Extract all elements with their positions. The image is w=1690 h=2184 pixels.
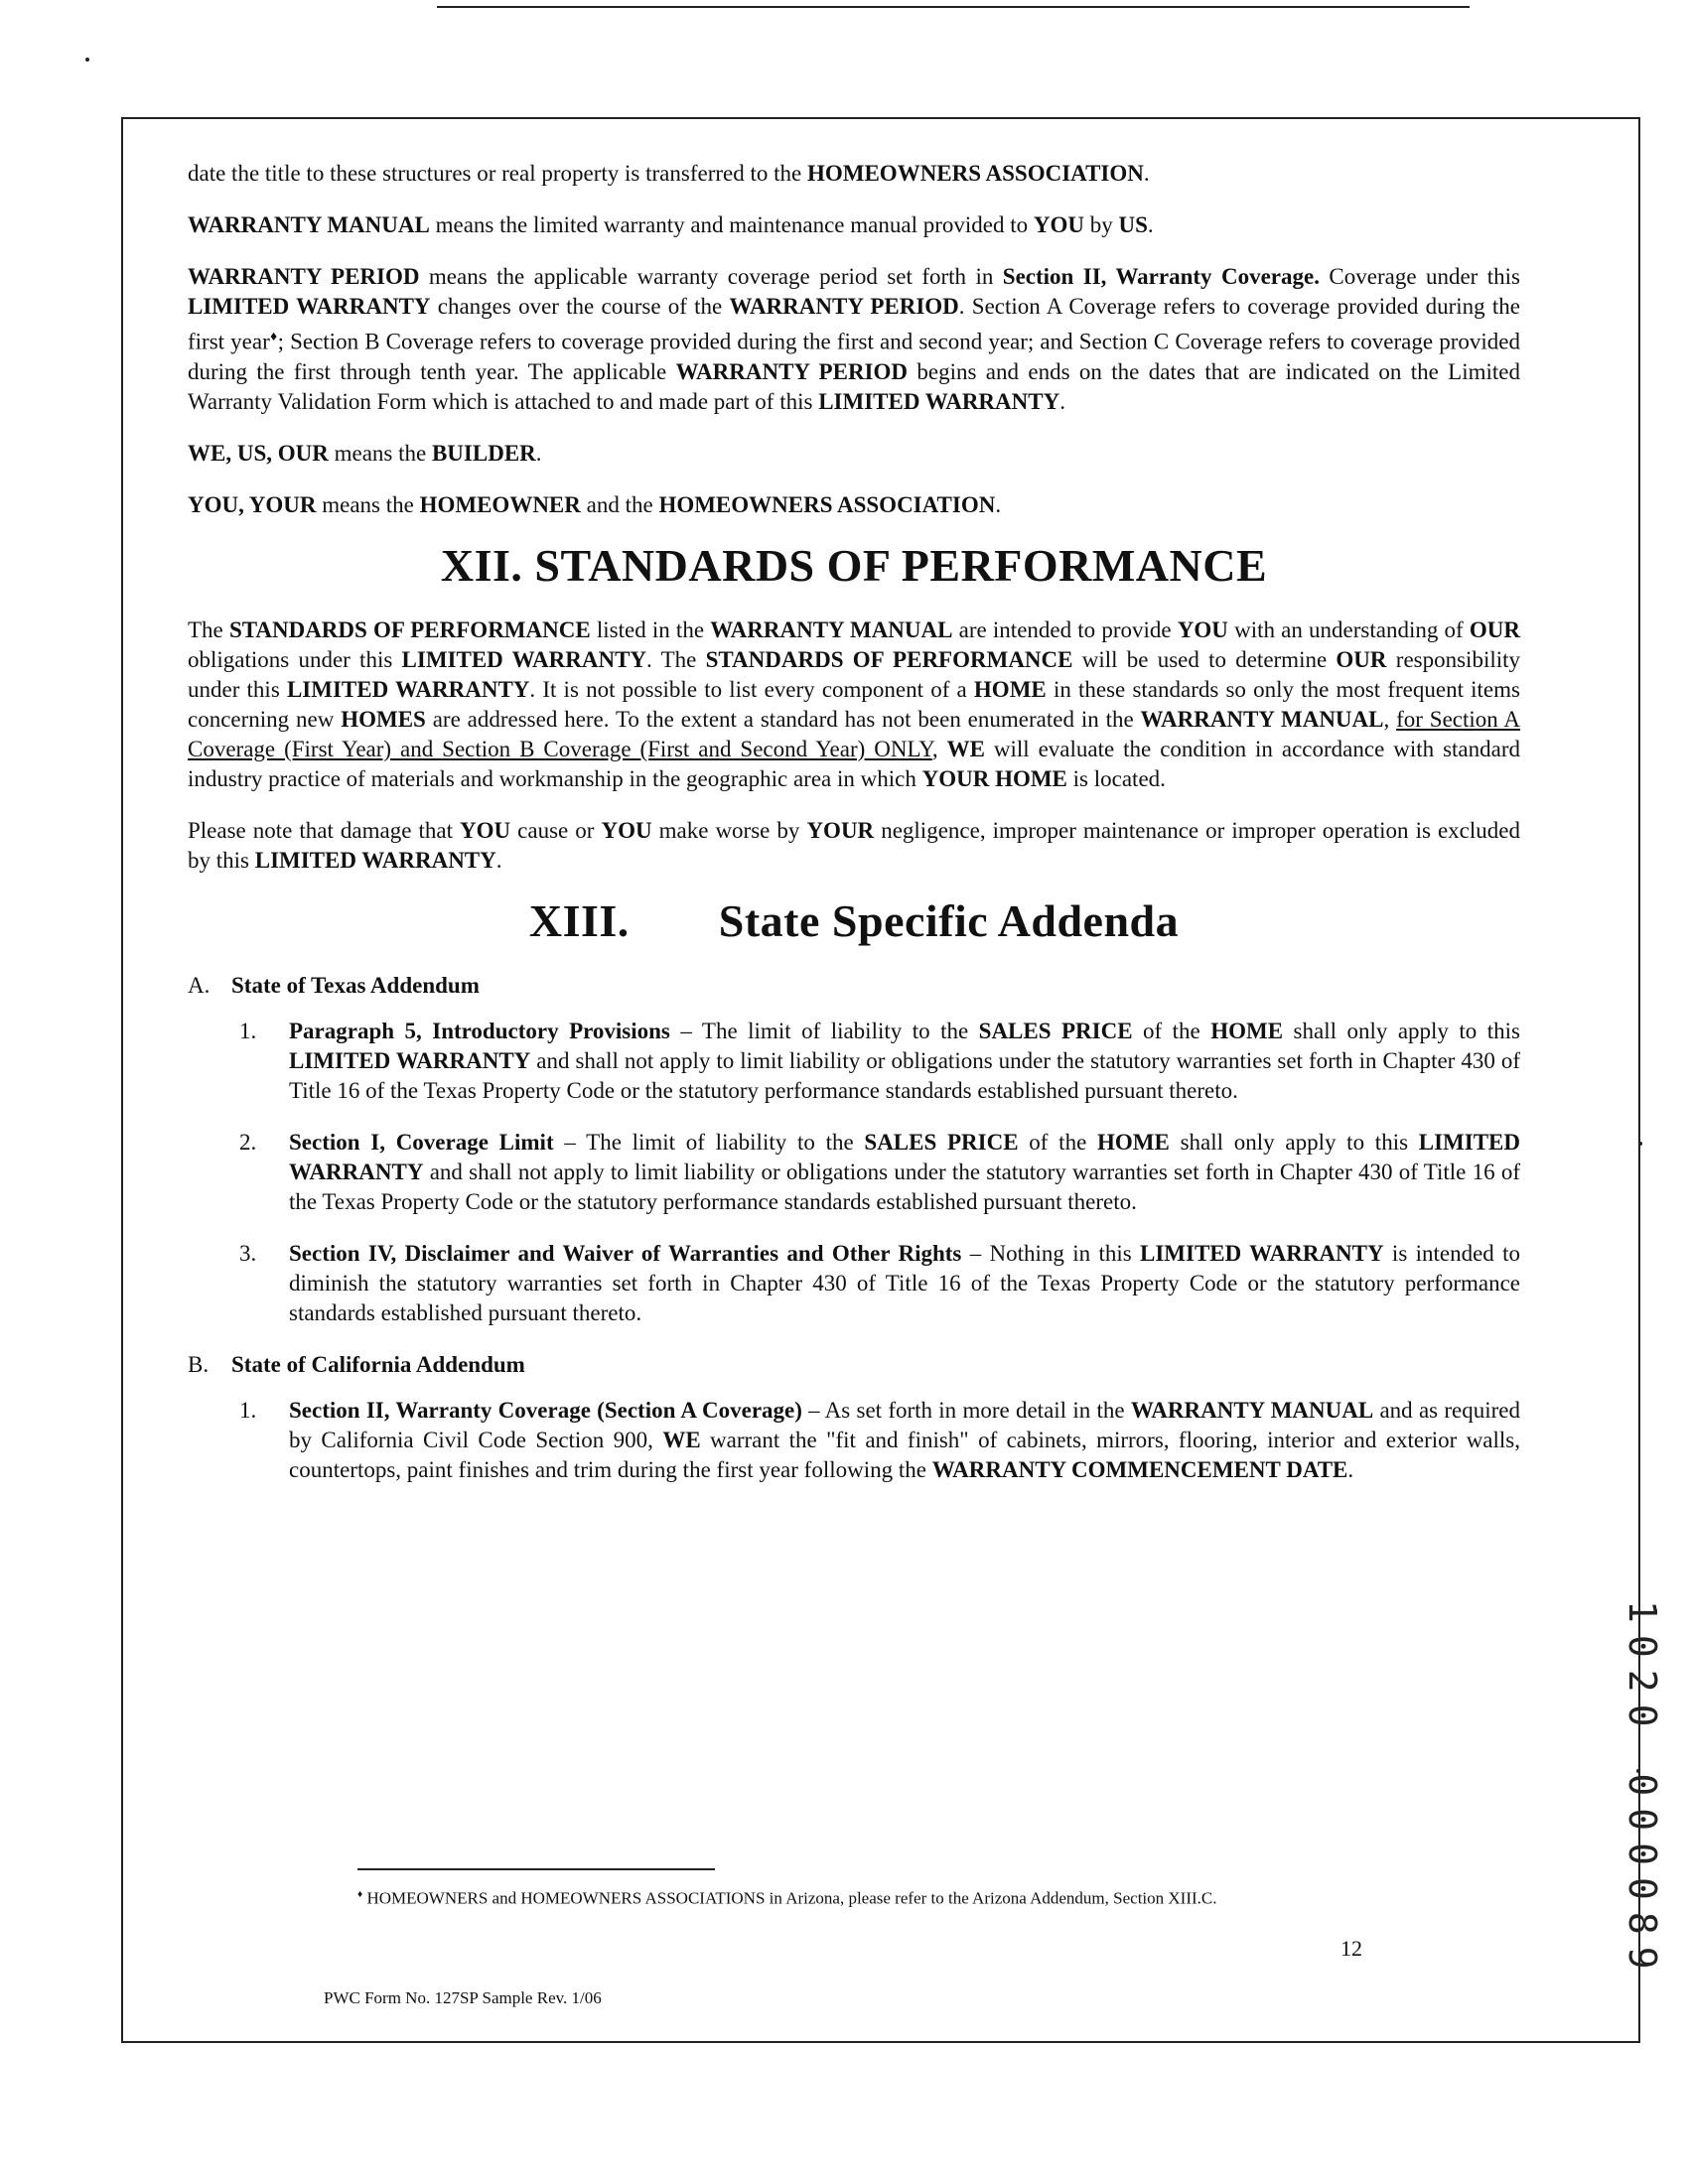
section-xiii-title: State Specific Addenda: [718, 894, 1180, 946]
bold-term: Paragraph 5, Introductory Provisions: [289, 1018, 670, 1043]
page-number: 12: [1340, 1936, 1362, 1961]
text-run: in these standards so only the most frequent items concerning new: [188, 676, 1520, 732]
definition-warranty-period: [188, 262, 1520, 417]
text-run: and shall not apply to limit liability or obligations under the statutory warranties set forth in Chapter 430 of Title 16 of the Texas Property Code or the statutory performance standards established pursuant thereto.: [289, 1159, 1520, 1214]
bold-term: LIMITED WARRANTY: [1140, 1240, 1384, 1266]
text-run: . It is not possible to list every component of a: [529, 676, 974, 702]
bold-term: LIMITED WARRANTY: [188, 294, 431, 319]
footnote: [357, 1881, 1331, 1912]
text-run: .: [535, 440, 542, 466]
text-run: ; Section B Coverage refers to coverage provided during the first and second year; and Section C Coverage refers to coverage provided during the first through tenth year. The applicable: [188, 329, 1520, 384]
bold-term: HOME: [1097, 1129, 1170, 1155]
definition-we-us-our: [188, 439, 1520, 469]
texas-addendum-letter: A.: [188, 972, 211, 998]
text-run: means the limited warranty and maintenance manual provided to: [429, 212, 1034, 237]
bold-term: WE: [662, 1427, 701, 1452]
text-run: ,: [1383, 706, 1397, 732]
bold-term: HOMEOWNERS: [362, 1888, 489, 1908]
bold-term: WARRANTY MANUAL: [1130, 1397, 1374, 1423]
top-rule: [437, 6, 1470, 8]
text-run: .: [995, 491, 1002, 517]
text-run: are addressed here. To the extent a standard has not been enumerated in the: [425, 706, 1141, 732]
texas-addendum-title: State of Texas Addendum: [231, 972, 480, 998]
text-run: Please note that damage that: [188, 817, 460, 843]
text-run: – Nothing in this: [961, 1240, 1140, 1266]
list-number: 1.: [239, 1397, 257, 1423]
definition-warranty-manual: [188, 210, 1520, 240]
text-run: cause or: [510, 817, 602, 843]
bold-term: LIMITED WARRANTY: [286, 676, 530, 702]
bold-term: STANDARDS OF PERFORMANCE: [705, 646, 1073, 672]
text-run: date the title to these structures or real property is transferred to the: [188, 161, 807, 186]
bold-term: LIMITED WARRANTY: [289, 1129, 1521, 1184]
bold-term: LIMITED WARRANTY: [289, 1047, 531, 1073]
bold-term: HOME: [973, 676, 1047, 702]
bold-term: SALES PRICE: [978, 1018, 1133, 1043]
texas-item: [188, 1239, 1520, 1328]
text-run: listed in the: [590, 616, 711, 642]
text-run: shall only apply to this: [1283, 1018, 1520, 1043]
definition-title-transfer: [188, 159, 1520, 189]
document-body: [188, 159, 1520, 1485]
text-run: means the applicable warranty coverage period set forth in: [419, 264, 1003, 289]
list-number: 2.: [239, 1129, 257, 1155]
text-run: .: [495, 847, 502, 873]
text-run: responsibility under this: [188, 646, 1521, 702]
bold-term: YOUR: [806, 817, 875, 843]
footnote-marker: ♦: [357, 1889, 363, 1900]
text-run: are intended to provide: [952, 616, 1178, 642]
text-run: shall only apply to this: [1169, 1129, 1419, 1155]
list-item-text: [289, 1128, 1520, 1217]
text-run: – The limit of liability to the: [669, 1018, 979, 1043]
bold-term: STANDARDS OF PERFORMANCE: [228, 616, 591, 642]
text-run: obligations under this: [188, 646, 402, 672]
text-run: means the: [328, 440, 432, 466]
list-item-text: [289, 1239, 1520, 1328]
bold-term: WARRANTY MANUAL: [710, 616, 953, 642]
text-run: .: [1059, 388, 1065, 414]
text-run: by: [1084, 212, 1119, 237]
scan-speck: [85, 58, 89, 62]
bold-term: WARRANTY MANUAL: [1140, 706, 1384, 732]
bold-term: LIMITED WARRANTY: [401, 646, 647, 672]
bold-term: WARRANTY PERIOD: [729, 294, 959, 319]
text-run: .: [1143, 161, 1150, 186]
bold-term: HOMEOWNERS ASSOCIATIONS: [520, 1888, 766, 1908]
california-addendum-heading: [188, 1350, 1520, 1380]
text-run: of the: [1132, 1018, 1211, 1043]
bold-term: HOMES: [341, 706, 426, 732]
bold-term: US: [1118, 212, 1148, 237]
text-run: in Arizona, please refer to the Arizona Addendum, Section XIII.C.: [765, 1888, 1217, 1908]
text-run: begins and ends on the dates that are indicated on the Limited Warranty Validation Form which is attached to and made part of this: [188, 358, 1520, 414]
text-run: warrant the "fit and finish" of cabinets, mirrors, flooring, interior and exterior walls, countertops, paint finishes and trim during the first year following the: [289, 1427, 1520, 1482]
text-run: changes over the course of the: [430, 294, 730, 319]
text-run: .: [1147, 212, 1154, 237]
bold-term: WARRANTY MANUAL: [188, 212, 430, 237]
bold-term: YOU, YOUR: [188, 491, 317, 517]
bold-term: WARRANTY COMMENCEMENT DATE: [931, 1456, 1348, 1482]
text-run: of the: [1018, 1129, 1098, 1155]
text-run: . Section A Coverage refers to coverage provided during the first year: [188, 294, 1520, 354]
text-run: The: [188, 616, 229, 642]
list-number: 1.: [239, 1018, 257, 1043]
text-run: – The limit of liability to the: [553, 1129, 865, 1155]
bold-term: OUR: [1336, 646, 1387, 672]
list-item-text: [289, 1396, 1520, 1485]
bold-term: OUR: [1469, 616, 1520, 642]
definition-you-your: [188, 490, 1520, 520]
bold-term: Section I, Coverage Limit: [289, 1129, 554, 1155]
text-run: ,: [931, 736, 947, 761]
texas-item: [188, 1128, 1520, 1217]
bold-term: HOMEOWNERS ASSOCIATION: [806, 161, 1144, 186]
footnote-marker: ♦: [269, 329, 278, 343]
bold-term: YOU: [460, 817, 511, 843]
text-run: and: [488, 1888, 521, 1908]
bold-term: WE: [946, 736, 985, 761]
text-run: negligence, improper maintenance or improper operation is excluded by this: [188, 817, 1520, 873]
bold-term: SALES PRICE: [864, 1129, 1019, 1155]
standards-paragraph: [188, 615, 1520, 794]
bold-term: LIMITED WARRANTY: [254, 847, 496, 873]
bold-term: YOU: [1033, 212, 1084, 237]
text-run: .: [1347, 1456, 1354, 1482]
list-item-text: [289, 1017, 1520, 1106]
bold-term: LIMITED WARRANTY: [818, 388, 1060, 414]
california-item: [188, 1396, 1520, 1485]
text-run: is intended to diminish the statutory warranties set forth in Chapter 430 of Title 16 of the Texas Property Code or the statutory performance standards established pursuant thereto.: [289, 1240, 1520, 1325]
bold-term: Section II, Warranty Coverage (Section A Coverage): [289, 1397, 802, 1423]
text-run: for Section A Coverage (First Year) and Section B Coverage (First and Second Year) ONLY: [188, 706, 1520, 761]
bold-term: WE, US, OUR: [188, 440, 329, 466]
bates-number: 1020 000089: [1620, 1600, 1664, 1981]
bold-term: YOU: [601, 817, 652, 843]
bold-term: HOMEOWNERS ASSOCIATION: [658, 491, 996, 517]
bold-term: HOMEOWNER: [419, 491, 581, 517]
text-run: . The: [646, 646, 706, 672]
text-run: will be used to determine: [1072, 646, 1337, 672]
section-xiii-number: XIII.: [528, 894, 630, 946]
text-run: and as required by California Civil Code Section 900,: [289, 1397, 1520, 1452]
bold-term: WARRANTY PERIOD: [675, 358, 909, 384]
list-number: 3.: [239, 1240, 257, 1266]
text-run: and shall not apply to limit liability or obligations under the statutory warranties set forth in Chapter 430 of Title 16 of the Texas Property Code or the statutory performance standards established pursuant thereto.: [289, 1047, 1520, 1103]
section-xii-heading: XII. STANDARDS OF PERFORMANCE: [440, 539, 1268, 591]
text-run: means the: [316, 491, 420, 517]
text-run: make worse by: [651, 817, 807, 843]
text-run: Coverage under this: [1319, 264, 1520, 289]
form-identifier: PWC Form No. 127SP Sample Rev. 1/06: [324, 1988, 602, 2007]
bold-term: HOME: [1210, 1018, 1284, 1043]
text-run: is located.: [1066, 765, 1166, 791]
bold-term: WARRANTY PERIOD: [188, 264, 420, 289]
footnote-rule: [357, 1868, 715, 1870]
california-addendum-letter: B.: [188, 1351, 210, 1377]
text-run: with an understanding of: [1227, 616, 1470, 642]
text-run: and the: [580, 491, 659, 517]
california-addendum-title: State of California Addendum: [231, 1351, 525, 1377]
bold-term: YOUR HOME: [921, 765, 1067, 791]
bold-term: YOU: [1177, 616, 1228, 642]
damage-exclusion-paragraph: [188, 816, 1520, 876]
bold-term: Section IV, Disclaimer and Waiver of Warranties and Other Rights: [289, 1240, 962, 1266]
text-run: will evaluate the condition in accordance with standard industry practice of materials and workmanship in the geographic area in which: [188, 736, 1520, 791]
bold-term: Section II, Warranty Coverage.: [1002, 264, 1320, 289]
texas-item: [188, 1017, 1520, 1106]
texas-addendum-heading: [188, 971, 1520, 1001]
bold-term: BUILDER: [431, 440, 536, 466]
text-run: – As set forth in more detail in the: [801, 1397, 1131, 1423]
section-xiii-heading: [188, 893, 1520, 949]
